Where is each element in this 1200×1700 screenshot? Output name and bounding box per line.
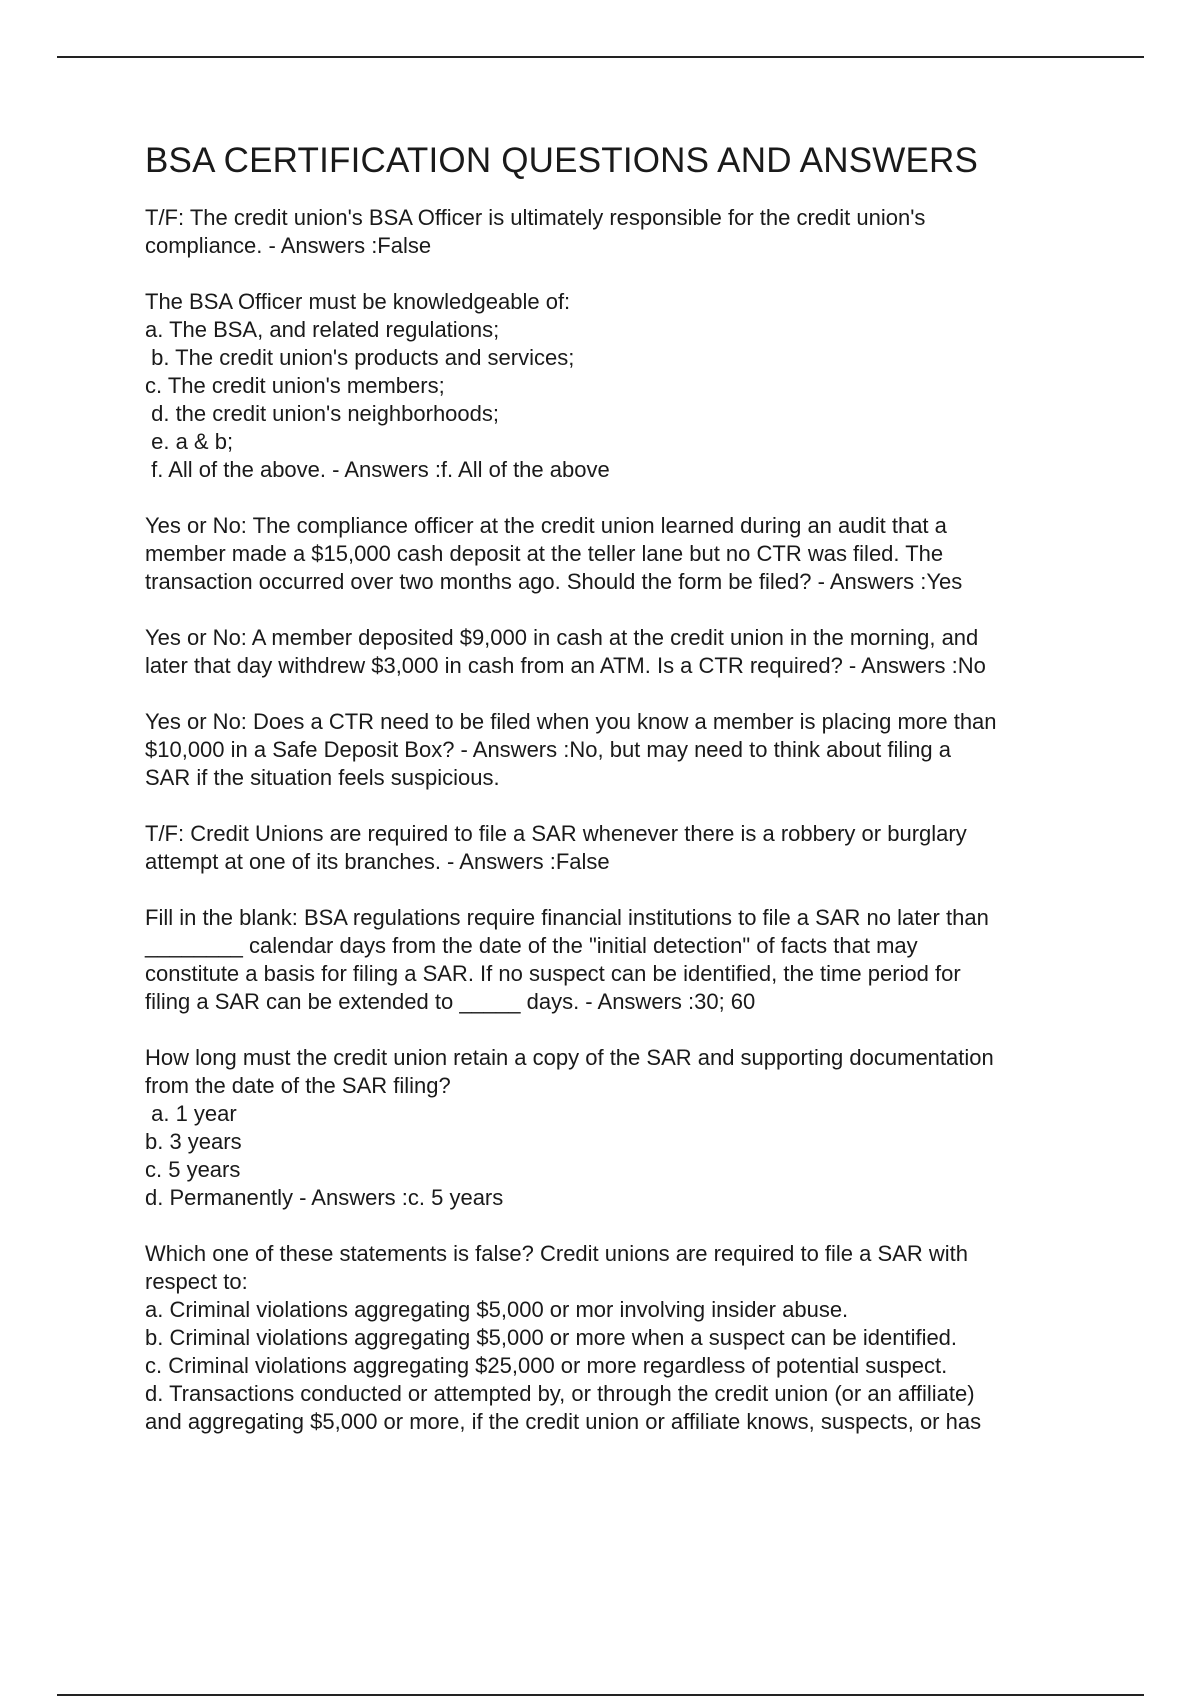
qa-line: c. 5 years	[145, 1157, 241, 1182]
qa-line: b. The credit union's products and services;	[145, 345, 575, 370]
qa-line: Yes or No: The compliance officer at the credit union learned during an audit that a	[145, 513, 947, 538]
qa-block	[145, 904, 1105, 1016]
qa-line: SAR if the situation feels suspicious.	[145, 765, 500, 790]
qa-line: c. Criminal violations aggregating $25,000 or more regardless of potential suspect.	[145, 1353, 948, 1378]
qa-line: f. All of the above. - Answers :f. All of the above	[145, 457, 610, 482]
qa-line: b. 3 years	[145, 1129, 242, 1154]
qa-line: later that day withdrew $3,000 in cash from an ATM. Is a CTR required? - Answers :No	[145, 653, 986, 678]
qa-block	[145, 820, 1105, 876]
qa-line: compliance. - Answers :False	[145, 233, 432, 258]
qa-line: d. Permanently - Answers :c. 5 years	[145, 1185, 504, 1210]
qa-line: Fill in the blank: BSA regulations require financial institutions to file a SAR no later than	[145, 905, 989, 930]
document-title: BSA CERTIFICATION QUESTIONS AND ANSWERS	[145, 141, 979, 180]
qa-line: The BSA Officer must be knowledgeable of:	[145, 289, 571, 314]
qa-line: T/F: The credit union's BSA Officer is ultimately responsible for the credit union's	[145, 205, 926, 230]
qa-line: Yes or No: A member deposited $9,000 in cash at the credit union in the morning, and	[145, 625, 979, 650]
qa-line: from the date of the SAR filing?	[145, 1073, 451, 1098]
qa-block	[145, 708, 1105, 792]
qa-line: a. 1 year	[145, 1101, 237, 1126]
qa-line: constitute a basis for filing a SAR. If no suspect can be identified, the time period for	[145, 961, 961, 986]
qa-line: Which one of these statements is false? Credit unions are required to file a SAR with	[145, 1241, 968, 1266]
qa-line: filing a SAR can be extended to _____ days. - Answers :30; 60	[145, 989, 756, 1014]
qa-line: Yes or No: Does a CTR need to be filed when you know a member is placing more than	[145, 709, 997, 734]
qa-line: e. a & b;	[145, 429, 234, 454]
qa-line: $10,000 in a Safe Deposit Box? - Answers :No, but may need to think about filing a	[145, 737, 951, 762]
top-divider	[57, 56, 1144, 58]
qa-line: member made a $15,000 cash deposit at the teller lane but no CTR was filed. The	[145, 541, 944, 566]
qa-line: b. Criminal violations aggregating $5,000 or more when a suspect can be identified.	[145, 1325, 958, 1350]
qa-line: a. The BSA, and related regulations;	[145, 317, 500, 342]
qa-line: transaction occurred over two months ago. Should the form be filed? - Answers :Yes	[145, 569, 963, 594]
qa-line: and aggregating $5,000 or more, if the credit union or affiliate knows, suspects, or has	[145, 1409, 982, 1434]
qa-block	[145, 1240, 1105, 1436]
qa-line: d. the credit union's neighborhoods;	[145, 401, 499, 426]
qa-line: How long must the credit union retain a copy of the SAR and supporting documentation	[145, 1045, 994, 1070]
qa-block	[145, 512, 1105, 596]
qa-line: ________ calendar days from the date of the "initial detection" of facts that may	[145, 933, 918, 958]
document-body	[145, 140, 1105, 1464]
qa-line: d. Transactions conducted or attempted by, or through the credit union (or an affiliate)	[145, 1381, 975, 1406]
qa-line: attempt at one of its branches. - Answers :False	[145, 849, 610, 874]
qa-block	[145, 204, 1105, 260]
qa-block	[145, 624, 1105, 680]
qa-list	[145, 204, 1105, 1436]
qa-line: c. The credit union's members;	[145, 373, 445, 398]
qa-block	[145, 288, 1105, 484]
qa-line: respect to:	[145, 1269, 248, 1294]
qa-block	[145, 1044, 1105, 1212]
qa-line: T/F: Credit Unions are required to file a SAR whenever there is a robbery or burglary	[145, 821, 967, 846]
qa-line: a. Criminal violations aggregating $5,000 or mor involving insider abuse.	[145, 1297, 849, 1322]
bottom-divider	[57, 1694, 1144, 1696]
